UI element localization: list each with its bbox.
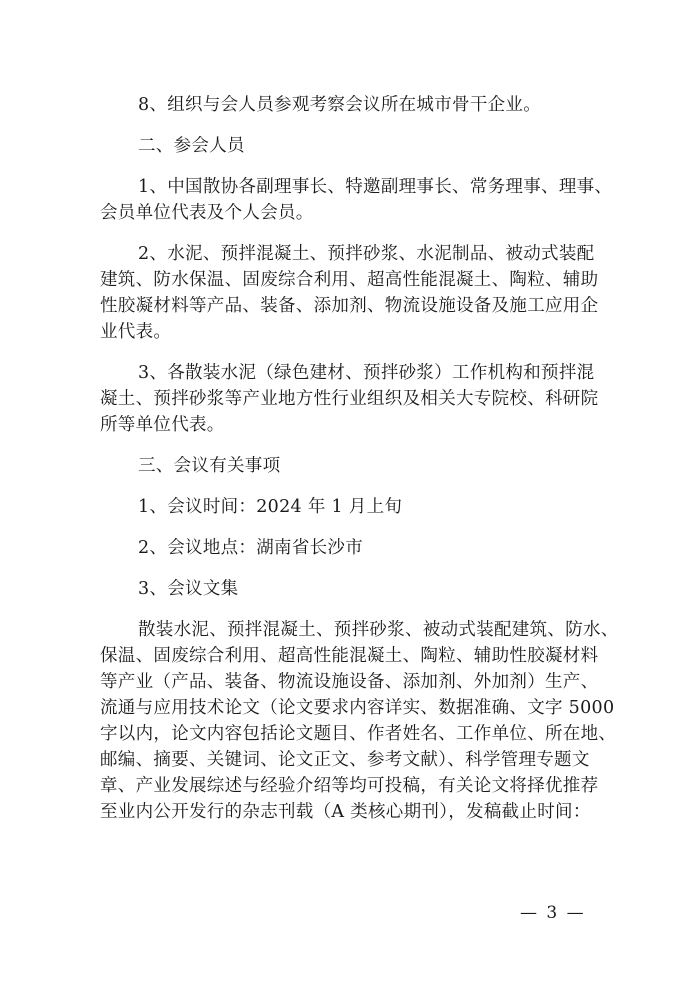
paragraph-line: 凝土、预拌砂浆等产业地方性行业组织及相关大专院校、科研院 <box>100 389 599 409</box>
proceedings-body-paragraph <box>100 617 619 825</box>
section-3-heading: 三、会议有关事项 <box>138 456 281 476</box>
meeting-time-item <box>100 494 600 520</box>
paragraph-line: 字以内，论文内容包括论文题目、作者姓名、工作单位、所在地、 <box>100 724 617 744</box>
paragraph-line: 建筑、防水保温、固废综合利用、超高性能混凝土、陶粒、辅助 <box>100 270 599 290</box>
participants-paragraph-3 <box>100 360 600 438</box>
section-2-heading: 二、参会人员 <box>138 136 245 156</box>
meeting-time-line: 1、会议时间：2024 年 1 月上旬 <box>138 497 403 517</box>
document-body <box>100 92 619 840</box>
meeting-proceedings-line: 3、会议文集 <box>138 579 239 599</box>
meeting-location-item <box>100 535 600 561</box>
paragraph-line: 业代表。 <box>100 322 172 342</box>
paragraph-line: 会员单位代表及个人会员。 <box>100 203 314 223</box>
item-8-line: 8、组织与会人员参观考察会议所在城市骨干企业。 <box>138 95 542 115</box>
paragraph-line: 至业内公开发行的杂志刊载（A 类核心期刊），发稿截止时间： <box>100 802 591 822</box>
participants-paragraph-2 <box>100 241 600 345</box>
paragraph-line: 3、各散装水泥（绿色建材、预拌砂浆）工作机构和预拌混 <box>138 363 595 383</box>
paragraph-line: 章、产业发展综述与经验介绍等均可投稿，有关论文将择优推荐 <box>100 776 599 796</box>
paragraph-line: 性胶凝材料等产品、装备、添加剂、物流设施设备及施工应用企 <box>100 296 599 316</box>
paragraph-line: 流通与应用技术论文（论文要求内容详实、数据准确、文字 5000 <box>100 698 615 718</box>
meeting-location-line: 2、会议地点：湖南省长沙市 <box>138 538 364 558</box>
participants-paragraph-1 <box>100 174 613 226</box>
paragraph-line: 等产业（产品、装备、物流设施设备、添加剂、外加剂）生产、 <box>100 672 599 692</box>
meeting-proceedings-item <box>100 576 600 602</box>
page-number: — 3 — <box>520 903 586 923</box>
paragraph-line: 散装水泥、预拌混凝土、预拌砂浆、被动式装配建筑、防水、 <box>138 620 619 640</box>
item-8-paragraph <box>100 92 600 118</box>
paragraph-line: 邮编、摘要、关键词、论文正文、参考文献）、科学管理专题文 <box>100 750 590 770</box>
paragraph-line: 保温、固废综合利用、超高性能混凝土、陶粒、辅助性胶凝材料 <box>100 646 599 666</box>
paragraph-line: 所等单位代表。 <box>100 415 225 435</box>
paragraph-line: 1、中国散协各副理事长、特邀副理事长、常务理事、理事、 <box>138 177 613 197</box>
paragraph-line: 2、水泥、预拌混凝土、预拌砂浆、水泥制品、被动式装配 <box>138 244 595 264</box>
